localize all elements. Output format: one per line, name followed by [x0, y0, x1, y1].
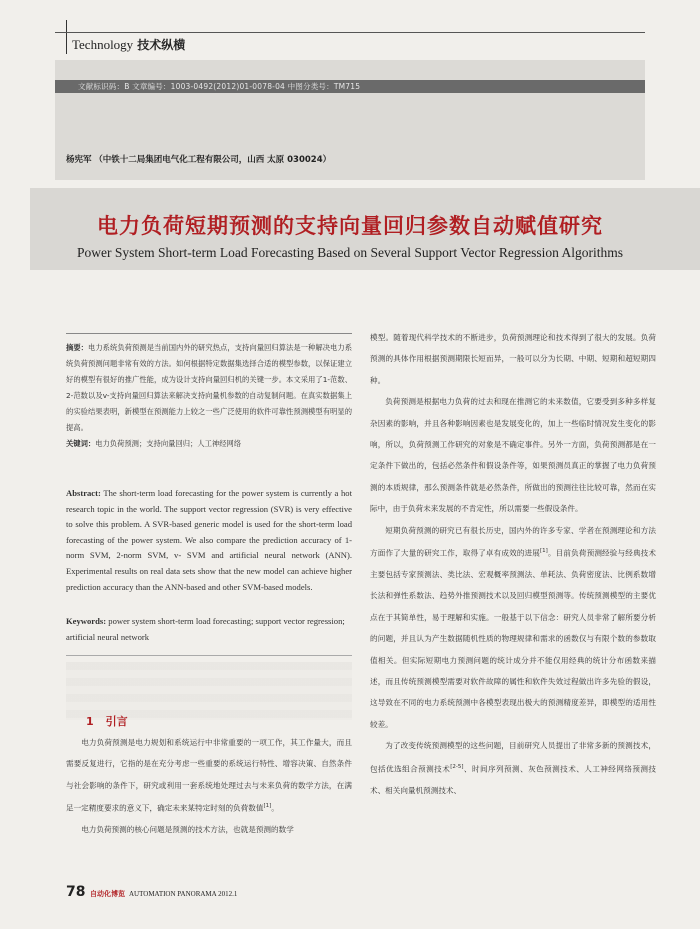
citation: [2-5] — [450, 763, 464, 770]
abstract-cn-text: 电力系统负荷预测是当前国内外的研究热点，支持向量回归算法是一种解决电力系统负荷预测问题非常有效的方法。如何根据特定数据集选择合适的模型参数，以保证建立好的模型有很好的推广性能，成为设计支持向量回归机的关键一步。本文采用了1-范数、2-范数以及v-支持向量回归算法来解决支持向量机参数的自动复制问题。在真实数据集上的实验结果表明，新模型在预测能力上较之一些广泛使用的软件可靠性预测模型有明显的提高。 — [66, 343, 353, 432]
abstract-en — [66, 486, 352, 595]
section-title: 引言 — [105, 715, 128, 728]
body-left-column — [66, 732, 352, 841]
abstract-end-rule — [66, 655, 352, 656]
right-p4a: 为了改变传统预测模型的这些问题，目前研究人员提出了非常多新的预测技术，包括优选组合预测技术 — [370, 741, 656, 774]
section-cn: 技术纵横 — [137, 38, 186, 52]
abstract-cn-label: 摘要： — [66, 343, 89, 352]
intro-p1-text: 电力负荷预测是电力规划和系统运行中非常重要的一项工作，其工作量大，而且需要反复进行，它指的是在充分考虑一些重要的系统运行特性、增容决策、自然条件与社会影响的条件下，研究或利用一套系统地处理过去与未来负荷的数学方法，在满足一定精度要求的意义下，确定未来某特定时刻的负荷数值 — [66, 738, 352, 813]
keywords-en-block — [66, 614, 352, 645]
abstract-en-label: Abstract: — [66, 488, 101, 498]
page-number: 78 — [66, 884, 86, 900]
keywords-cn: 电力负荷预测；支持向量回归；人工神经网络 — [95, 439, 242, 448]
keywords-cn-label: 关键词： — [66, 439, 96, 448]
section-number: 1 — [86, 715, 94, 728]
right-paragraph-2: 负荷预测是根据电力负荷的过去和现在推测它的未来数值，它要受到多种多样复杂因素的影响，并且各种影响因素也是发展变化的，加上一些临时情况发生变化的影响，所以，负荷预测工作研究的对象是不确定事件。另外一方面，负荷预测都是在一定条件下做出的，包括必然条件和假设条件等，如果预测员真正的掌握了电力负荷预测的本质规律，那么预测条件就是必然条件，所做出的预测往往比较可靠，然而在实际中，由于负荷未来发展的不肯定性，所以需要一些假设条件。 — [370, 397, 656, 514]
footer — [90, 889, 237, 899]
right-p4b: 、时间序列预测、灰色预测技术、人工神经网络预测技术、相关向量机预测技术、 — [370, 764, 657, 795]
right-paragraph-1: 模型。随着现代科学技术的不断进步，负荷预测理论和技术得到了很大的发展。负荷预测的具体作用根据预测期限长短而异，一般可以分为长期、中期、短期和超短期四种。 — [370, 333, 656, 385]
keywords-en: power system short-term load forecasting; support vector regression; artificial neural network — [66, 616, 345, 642]
intro-paragraph-1 — [66, 732, 352, 819]
abstract-en-text: The short-term load forecasting for the power system is currently a hot research topic in the world. The support vector regression (SVR) is very effective to solve this problem. A SVR-based generic model is used for the short-term load forecasting of the power system. We also compare the prediction accuracy of 1-norm SVM, 2-norm SVM, v- SVM and artificial neural network (ANN). Experimental results on real data sets show that the new model can achieve higher prediction accuracy than the ANN-based and other SVM-based models. — [66, 488, 352, 592]
right-paragraph-3 — [370, 520, 656, 736]
journal-name: AUTOMATION PANORAMA 2012.1 — [129, 890, 238, 898]
affiliation: （中铁十二局集团电气化工程有限公司，山西 太原 030024） — [94, 155, 332, 165]
section-heading — [86, 713, 128, 729]
right-p3a: 短期负荷预测的研究已有很长历史，国内外的许多专家、学者在预测理论和方法方面作了大量的研究工作，取得了卓有成效的进展 — [370, 525, 656, 558]
abstract-cn — [66, 340, 352, 452]
intro-paragraph-2: 电力负荷预测的核心问题是预测的技术方法，也就是预测的数学 — [81, 825, 294, 835]
intro-p1-end: 。 — [271, 803, 279, 813]
citation: [1] — [540, 548, 548, 555]
section-header — [72, 36, 185, 53]
citation: [1] — [263, 803, 272, 810]
keywords-en-label: Keywords: — [66, 616, 107, 626]
author-affiliation — [66, 153, 331, 165]
body-right-column — [370, 327, 656, 801]
article-meta: 文献标识码：B 文章编号：1003-0492(2012)01-0078-04 中图分类号：TM715 — [78, 82, 361, 91]
header-divider — [66, 20, 67, 54]
right-paragraph-4 — [370, 735, 656, 801]
header-rule — [55, 32, 645, 33]
paper-title-cn: 电力负荷短期预测的支持向量回归参数自动赋值研究 — [97, 214, 603, 238]
right-p3b: 。目前负荷预测经验与经典技术主要包括专家预测法、类比法、宏观概率预测法、单耗法、负荷密度法、比例系数增长法和弹性系数法、趋势外推预测技术以及回归模型预测等。传统预测模型的主要优点在于其简单性，易于理解和实施。一般基于以下信念：研究人员非常了解所要分析的问题，并且认为产生数据随机性质的物理规律和需求的函数仅与有限个数的参数取值相关。但实际短期电力预测问题的统计成分并不能仅用经典的统计分布函数来描述，而且传统预测模型需要对软件故障的属性和软件失效过程做出许多先验的假设，这导致在不同的电力系统预测中各模型表现出极大的预测精度差异，即模型的适用性较差。 — [370, 548, 657, 729]
journal-logo: 自动化博览 — [90, 890, 125, 898]
paper-title-en: Power System Short-term Load Forecasting Based on Several Support Vector Regression Algorithms — [76, 245, 624, 260]
abstract-rule — [66, 333, 352, 334]
section-en: Technology — [72, 37, 134, 52]
author-name: 杨宪军 — [66, 155, 92, 165]
bleed-through-area — [66, 662, 352, 720]
